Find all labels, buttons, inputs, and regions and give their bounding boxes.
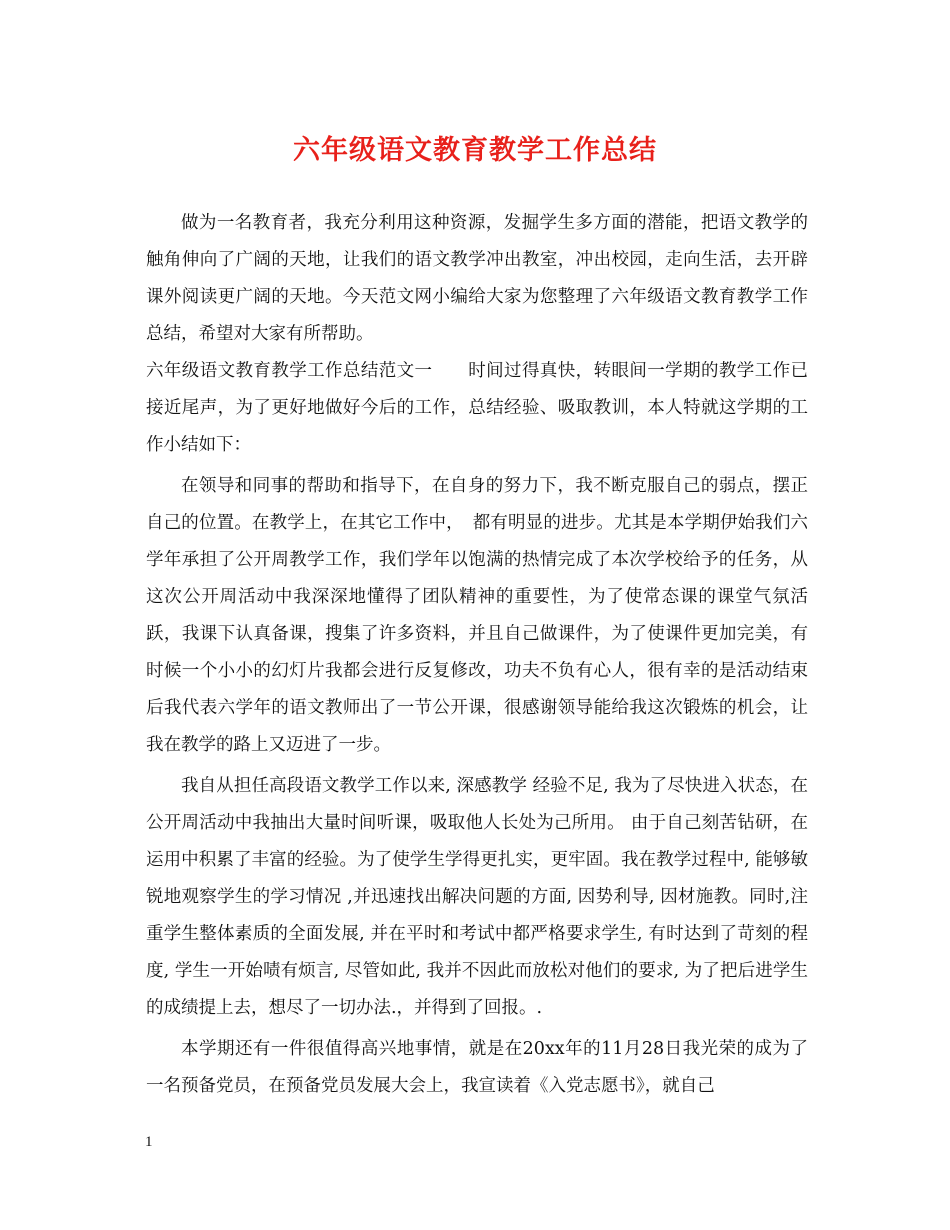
paragraph-body: 我自从担任高段语文教学工作以来, 深感教学 经验不足, 我为了尽快进入状态，在公开周活动中我抽出大量时间听课，吸取他人长处为己所用。 由于自己刻苦钻研，在运用中积累了丰富的经验。为了使学生学得更扎实，更牢固。我在教学过程中, 能够敏锐地观察学生的学习情况 ,并迅速找出解决问题的方面, 因势利导, 因材施教。同时,注重学生整体素质的全面发展, 并在平时和考试中都严格要求学生, 有时达到了苛刻的程度, 学生一开始啧有烦言, 尽管如此, 我并不因此而放松对他们的要求, 为了把后进学生的成绩提上去，想尽了一切办法.，并得到了回报。. — [146, 776, 808, 1018]
paragraph-intro: 做为一名教育者，我充分利用这种资源，发掘学生多方面的潜能，把语文教学的触角伸向了广阔的天地，让我们的语文教学冲出教室，冲出校园，走向生活，去开辟课外阅读更广阔的天地。今天范文网小编给大家为您整理了六年级语文教育教学工作总结，希望对大家有所帮助。 — [146, 213, 808, 344]
paragraph-body: 本学期还有一件很值得高兴地事情，就是在20xx年的11月28日我光荣的成为了一名预备党员，在预备党员发展大会上，我宣读着《入党志愿书》，就自己 — [146, 1039, 808, 1096]
document-title: 六年级语文教育教学工作总结 — [293, 135, 657, 166]
paragraph-section-heading: 六年级语文教育教学工作总结范文一 时间过得真快，转眼间一学期的教学工作已接近尾声，为了更好地做好今后的工作，总结经验、吸取教训，本人特就这学期的工作小结如下： — [146, 361, 808, 455]
document-body — [146, 205, 808, 1105]
paragraph-body: 在领导和同事的帮助和指导下，在自身的努力下，我不断克服自己的弱点，摆正自己的位置。在教学上，在其它工作中， 都有明显的进步。尤其是本学期伊始我们六学年承担了公开周教学工作，我们学年以饱满的热情完成了本次学校给予的任务，从这次公开周活动中我深深地懂得了团队精神的重要性，为了使常态课的课堂气氛活跃，我课下认真备课，搜集了许多资料，并且自己做课件，为了使课件更加完美，有时候一个小小的幻灯片我都会进行反复修改，功夫不负有心人，很有幸的是活动结束后我代表六学年的语文教师出了一节公开课，很感谢领导能给我这次锻炼的机会，让我在教学的路上又迈进了一步。 — [146, 476, 808, 755]
page-number: 1 — [145, 1134, 153, 1150]
